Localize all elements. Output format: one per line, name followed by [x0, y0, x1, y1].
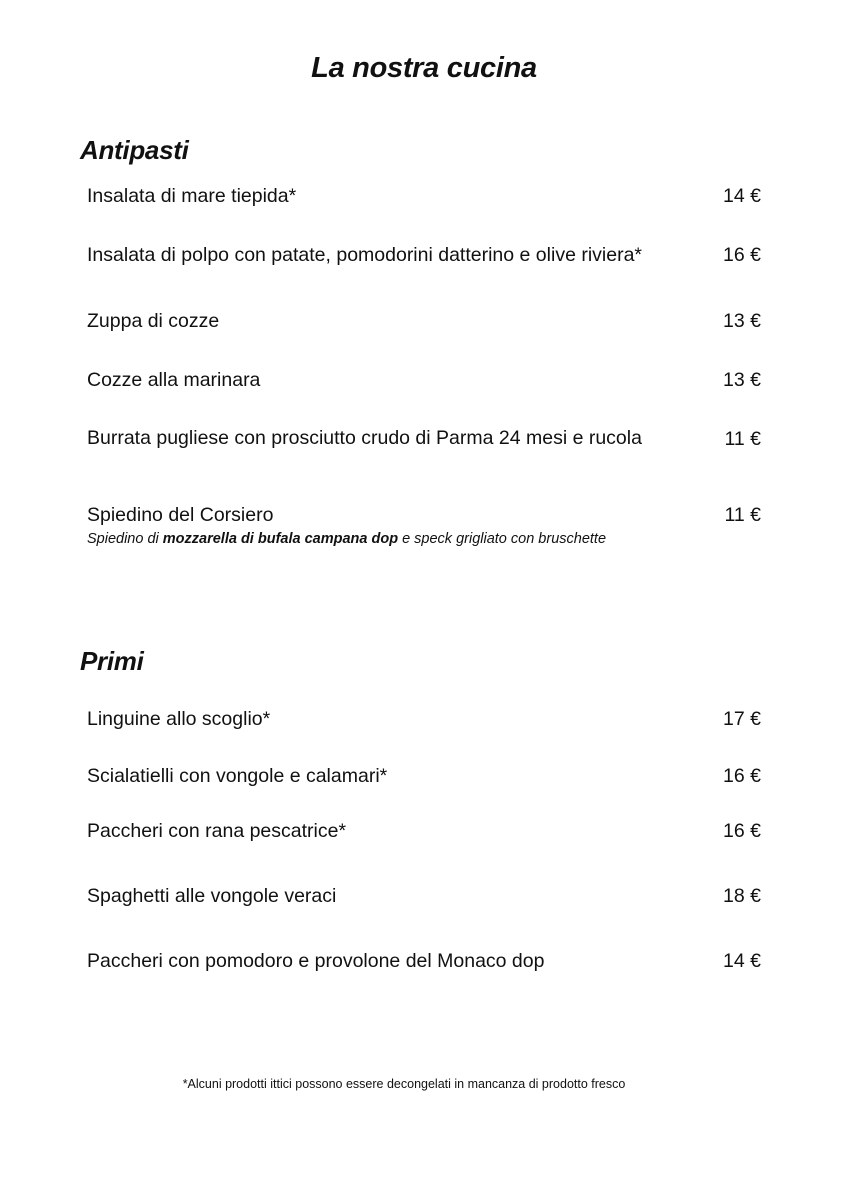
- menu-item: [87, 817, 767, 845]
- item-price: 17 €: [723, 708, 761, 730]
- item-description: [87, 530, 767, 548]
- menu-item: [87, 947, 767, 975]
- item-name: Zuppa di cozze: [87, 310, 220, 332]
- page-title: La nostra cucina: [311, 52, 537, 84]
- item-description-text: e speck grigliato con bruschette: [398, 531, 607, 547]
- menu-item: [87, 182, 767, 210]
- menu-item: [87, 705, 767, 733]
- section-title-primi: Primi: [80, 646, 144, 676]
- item-name: Burrata pugliese con prosciutto crudo di Parma 24 mesi e rucola: [87, 427, 642, 449]
- menu-item: [87, 762, 767, 790]
- item-name: Spiedino del Corsiero: [87, 504, 274, 526]
- item-price: 16 €: [723, 765, 761, 787]
- item-name: Insalata di mare tiepida*: [87, 185, 297, 207]
- item-description-text: Spiedino di: [87, 531, 163, 547]
- item-price: 13 €: [723, 310, 761, 332]
- item-name: Paccheri con pomodoro e provolone del Monaco dop: [87, 950, 545, 972]
- item-name: Insalata di polpo con patate, pomodorini datterino e olive riviera*: [87, 244, 643, 266]
- item-name: Scialatielli con vongole e calamari*: [87, 765, 388, 787]
- menu-item: [87, 241, 767, 269]
- item-price: 14 €: [723, 185, 761, 207]
- item-price: 18 €: [723, 885, 761, 907]
- menu-item: [87, 501, 767, 548]
- item-name: Paccheri con rana pescatrice*: [87, 820, 347, 842]
- item-price: 16 €: [723, 820, 761, 842]
- item-price: 13 €: [723, 369, 761, 391]
- menu-item: [87, 307, 767, 335]
- footnote: *Alcuni prodotti ittici possono essere decongelati in mancanza di prodotto fresco: [182, 1077, 626, 1091]
- item-name: Cozze alla marinara: [87, 369, 261, 391]
- item-name: Spaghetti alle vongole veraci: [87, 885, 337, 907]
- menu-item: [87, 882, 767, 910]
- item-name: Linguine allo scoglio*: [87, 708, 271, 730]
- item-price: 11 €: [724, 428, 761, 450]
- menu-item: [87, 425, 767, 454]
- item-price: 16 €: [723, 244, 761, 266]
- section-title-antipasti: Antipasti: [80, 135, 189, 165]
- item-price: 14 €: [723, 950, 761, 972]
- item-description-highlight: mozzarella di bufala campana dop: [162, 531, 399, 547]
- menu-item: [87, 366, 767, 394]
- item-price: 11 €: [724, 504, 761, 526]
